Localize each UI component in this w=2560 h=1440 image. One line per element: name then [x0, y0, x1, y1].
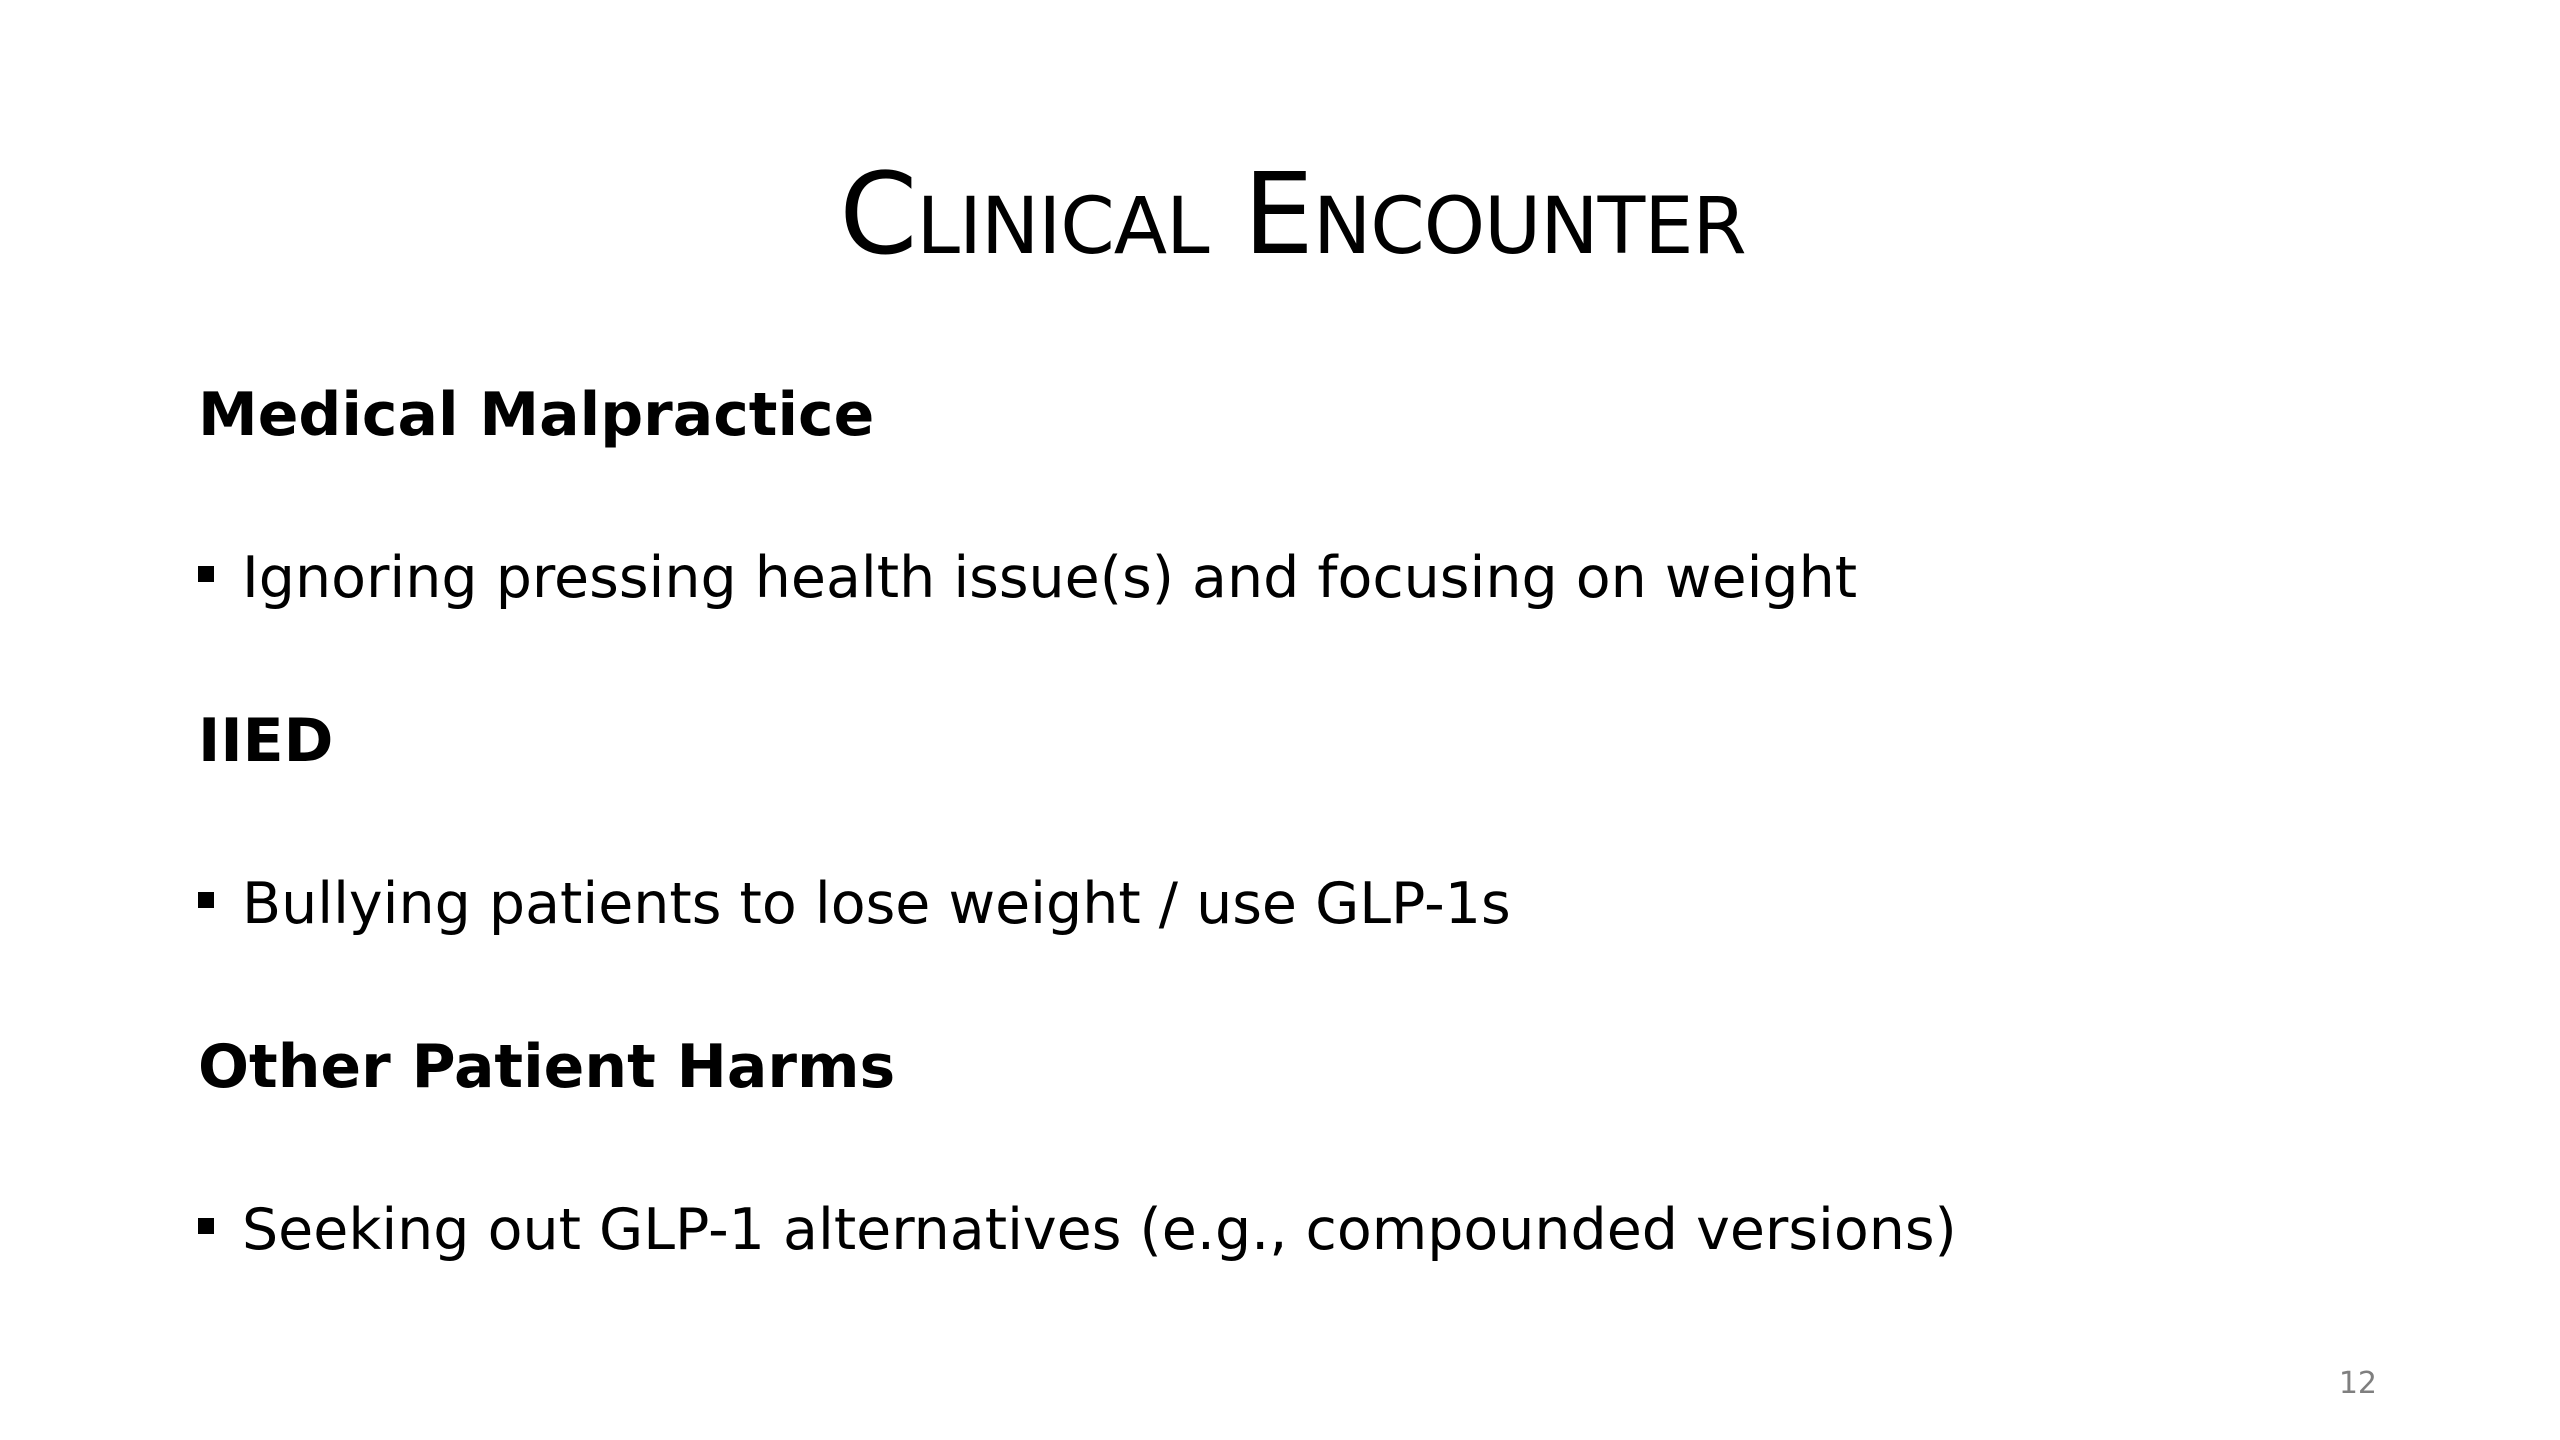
bullet-item: [198, 866, 1511, 942]
page-number: 12: [2338, 1366, 2377, 1401]
bullet-text: Seeking out GLP-1 alternatives (e.g., compounded versions): [242, 1197, 1957, 1263]
bullet-text: Bullying patients to lose weight / use GLP-1s: [242, 871, 1511, 937]
square-bullet-icon: [198, 892, 214, 908]
slide-title: Clinical Encounter: [839, 150, 1746, 280]
square-bullet-icon: [198, 1218, 214, 1234]
bullet-text: Ignoring pressing health issue(s) and focusing on weight: [242, 545, 1858, 611]
bullet-item: [198, 1192, 1957, 1268]
section-heading-medical-malpractice: Medical Malpractice: [198, 380, 875, 450]
square-bullet-icon: [198, 566, 214, 582]
section-heading-iied: IIED: [198, 706, 334, 776]
section-heading-other-patient-harms: Other Patient Harms: [198, 1032, 896, 1102]
bullet-item: [198, 540, 1857, 616]
